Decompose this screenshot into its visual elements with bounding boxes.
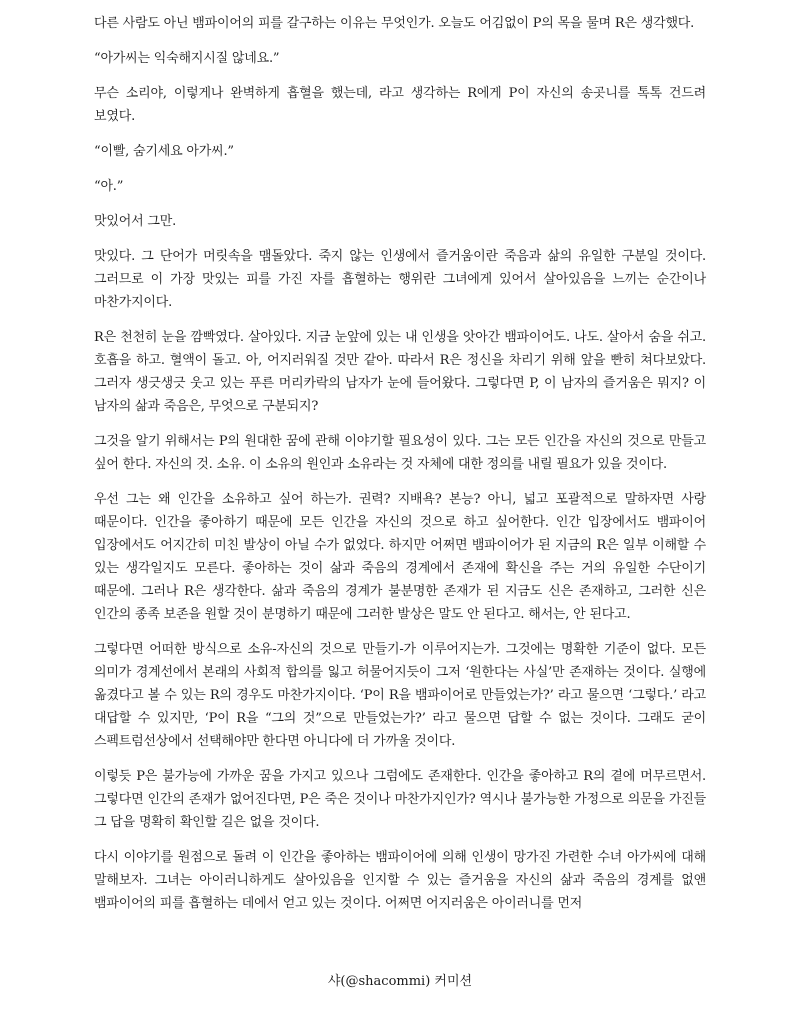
paragraph: 우선 그는 왜 인간을 소유하고 싶어 하는가. 권력? 지배욕? 본능? 아니, 넓고 포괄적으로 말하자면 사랑 때문이다. 인간을 좋아하기 때문에 모든 인간을 자신의 것으로 하고 싶어한다. 인간 입장에서도 뱀파이어 입장에서도 어지간히 미친 발상이 아닐 수가 없었다. 하지만 어쩌면 뱀파이어가 된 지금의 R은 일부 이해할 수 있는 생각일지도 모른다. 좋아하는 것이 삶과 죽음의 경계에서 존재에 확신을 주는 거의 유일한 수단이기 때문에. 그러나 R은 생각한다. 삶과 죽음의 경계가 불분명한 존재가 된 지금도 신은 존재하고, 그러한 신은 인간의 종족 보존을 원할 것이 분명하기 때문에 그러한 발상은 말도 안 된다고. 해서는, 안 된다고. [94,492,706,622]
paragraph: 그렇다면 어떠한 방식으로 소유-자신의 것으로 만들기-가 이루어지는가. 그것에는 명확한 기준이 없다. 모든 의미가 경계선에서 본래의 사회적 합의를 잃고 허물어지듯이 그저 ‘원한다는 사실’만 존재하는 것이다. 실행에 옮겼다고 볼 수 있는 R의 경우도 마찬가지이다. ‘P이 R을 뱀파이어로 만들었는가?’ 라고 물으면 ‘그렇다.’ 라고 대답할 수 있지만, ‘P이 R을 “그의 것”으로 만들었는가?’ 라고 물으면 답할 수 없는 것이다. 그래도 굳이 스펙트럼선상에서 선택해야만 한다면 아니다에 더 가까울 것이다. [94,642,706,749]
document-body [94,12,706,927]
paragraph: 다른 사람도 아닌 뱀파이어의 피를 갈구하는 이유는 무엇인가. 오늘도 어김없이 P의 목을 물며 R은 생각했다. [94,16,695,31]
paragraph: 맛있다. 그 단어가 머릿속을 맴돌았다. 죽지 않는 인생에서 즐거움이란 죽음과 삶의 유일한 구분일 것이다. 그러므로 이 가장 맛있는 피를 가진 자를 흡혈하는 행위란 그녀에게 있어서 살아있음을 느끼는 순간이나 마찬가지이다. [94,249,706,310]
paragraph: 무슨 소리야, 이렇게나 완벽하게 흡혈을 했는데, 라고 생각하는 R에게 P이 자신의 송곳니를 톡톡 건드려 보였다. [94,86,706,124]
paragraph: 이렇듯 P은 불가능에 가까운 꿈을 가지고 있으나 그럼에도 존재한다. 인간을 좋아하고 R의 곁에 머무르면서. 그렇다면 인간의 존재가 없어진다면, P은 죽은 것이나 마찬가지인가? 역시나 불가능한 가정으로 의문을 가진들 그 답을 명확히 확인할 길은 없을 것이다. [94,769,706,830]
dialogue-line: “아.” [94,179,124,194]
page-footer: 샤(@shacommi) 커미션 [327,974,473,989]
paragraph: 다시 이야기를 원점으로 돌려 이 인간을 좋아하는 뱀파이어에 의해 인생이 망가진 가련한 수녀 아가씨에 대해 말해보자. 그녀는 아이러니하게도 살아있음을 인지할 수 있는 즐거움을 자신의 삶과 죽음의 경계를 없앤 뱀파이어의 피를 흡혈하는 데에서 얻고 있는 것이다. 어쩌면 어지러움은 아이러니를 먼저 [94,850,706,911]
paragraph: 그것을 알기 위해서는 P의 원대한 꿈에 관해 이야기할 필요성이 있다. 그는 모든 인간을 자신의 것으로 만들고 싶어 한다. 자신의 것. 소유. 이 소유의 원인과 소유라는 것 자체에 대한 정의를 내릴 필요가 있을 것이다. [94,434,706,472]
paragraph: 맛있어서 그만. [94,214,177,229]
dialogue-line: “아가씨는 익숙해지시질 않네요.” [94,51,280,66]
dialogue-line: “이빨, 숨기세요 아가씨.” [94,144,234,159]
paragraph: R은 천천히 눈을 깜빡였다. 살아있다. 지금 눈앞에 있는 내 인생을 앗아간 뱀파이어도. 나도. 살아서 숨을 쉬고. 호흡을 하고. 혈액이 돌고. 아, 어지러워질 것만 같아. 따라서 R은 정신을 차리기 위해 앞을 빤히 쳐다보았다. 그러자 생긋생긋 웃고 있는 푸른 머리카락의 남자가 눈에 들어왔다. 그렇다면 P, 이 남자의 즐거움은 뭐지? 이 남자의 삶과 죽음은, 무엇으로 구분되지? [94,330,706,414]
